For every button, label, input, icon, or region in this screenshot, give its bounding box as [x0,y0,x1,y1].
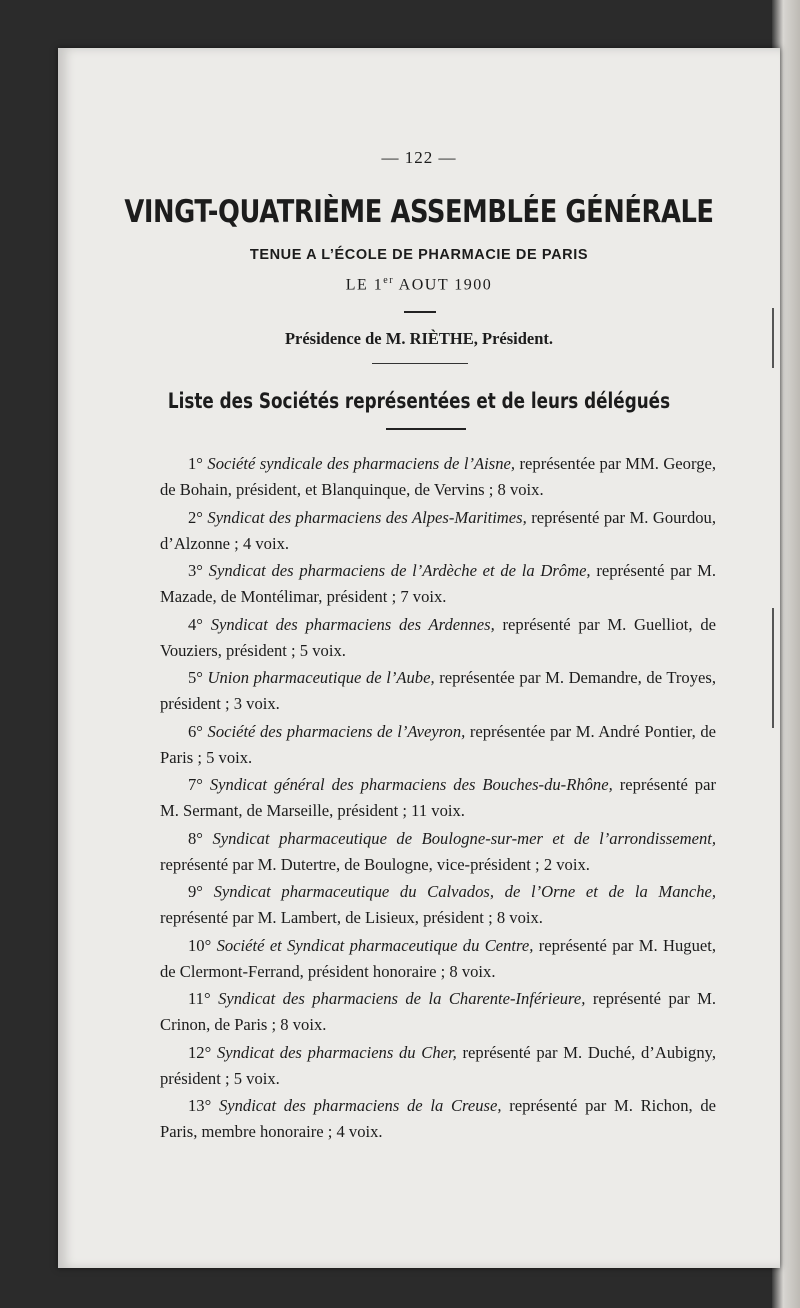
divider-rule [372,363,468,364]
list-item: 8° Syndicat pharmaceutique de Boulogne-sur-mer et de l’arrondissement, représenté par M. Dutertre, de Boulogne, vice-président ; 2 voix. [160,828,716,874]
divider-rule [404,311,436,313]
meeting-date [58,275,780,294]
delegate-list [160,451,716,1147]
list-item: 7° Syndicat général des pharmaciens des Bouches-du-Rhône, représenté par M. Sermant, de Marseille, président ; 11 voix. [160,775,716,820]
list-item: 2° Syndicat des pharmaciens des Alpes-Maritimes, représenté par M. Gourdou, d’Alzonne ; 4 voix. [160,507,716,553]
presidence-line: Présidence de M. RIÈTHE, Président. [284,329,554,348]
date-prefix: LE 1 [345,276,384,294]
list-item: 4° Syndicat des pharmaciens des Ardennes, représenté par M. Guelliot, de Vouziers, président ; 5 voix. [160,614,716,660]
list-item: 13° Syndicat des pharmaciens de la Creuse, représenté par M. Richon, de Paris, membre honoraire ; 4 voix. [160,1096,717,1141]
margin-mark [772,608,774,728]
list-item: 1° Société syndicale des pharmaciens de l’Aisne, représentée par MM. George, de Bohain, président, et Blanquinque, de Vervins ; 8 voix. [160,454,717,499]
list-item: 12° Syndicat des pharmaciens du Cher, représenté par M. Duché, d’Aubigny, président ; 5 voix. [160,1042,716,1088]
page-title: VINGT-QUATRIÈME ASSEMBLÉE GÉNÉRALE [124,194,714,230]
list-item: 9° Syndicat pharmaceutique du Calvados, de l’Orne et de la Manche, représenté par M. Lambert, de Lisieux, président ; 8 voix. [160,882,716,927]
date-superscript: er [383,275,395,286]
margin-mark [772,308,774,368]
date-suffix: AOUT 1900 [394,276,493,294]
page-subtitle: TENUE A L’ÉCOLE DE PHARMACIE DE PARIS [249,247,589,263]
list-item: 5° Union pharmaceutique de l’Aube, représentée par M. Demandre, de Troyes, président ; 3 voix. [160,668,716,713]
list-item: 3° Syndicat des pharmaciens de l’Ardèche et de la Drôme, représenté par M. Mazade, de Montélimar, président ; 7 voix. [160,561,717,606]
page-number: — 122 — [381,148,457,167]
list-item: 11° Syndicat des pharmaciens de la Charente-Inférieure, représenté par M. Crinon, de Paris ; 8 voix. [160,989,717,1034]
list-heading: Liste des Sociétés représentées et de leurs délégués [167,389,671,413]
divider-rule [386,428,466,430]
document-page [58,48,780,1268]
list-item: 6° Société des pharmaciens de l’Aveyron, représentée par M. André Pontier, de Paris ; 5 voix. [160,721,716,767]
list-item: 10° Société et Syndicat pharmaceutique du Centre, représenté par M. Huguet, de Clermont-Ferrand, président honoraire ; 8 voix. [160,935,716,981]
